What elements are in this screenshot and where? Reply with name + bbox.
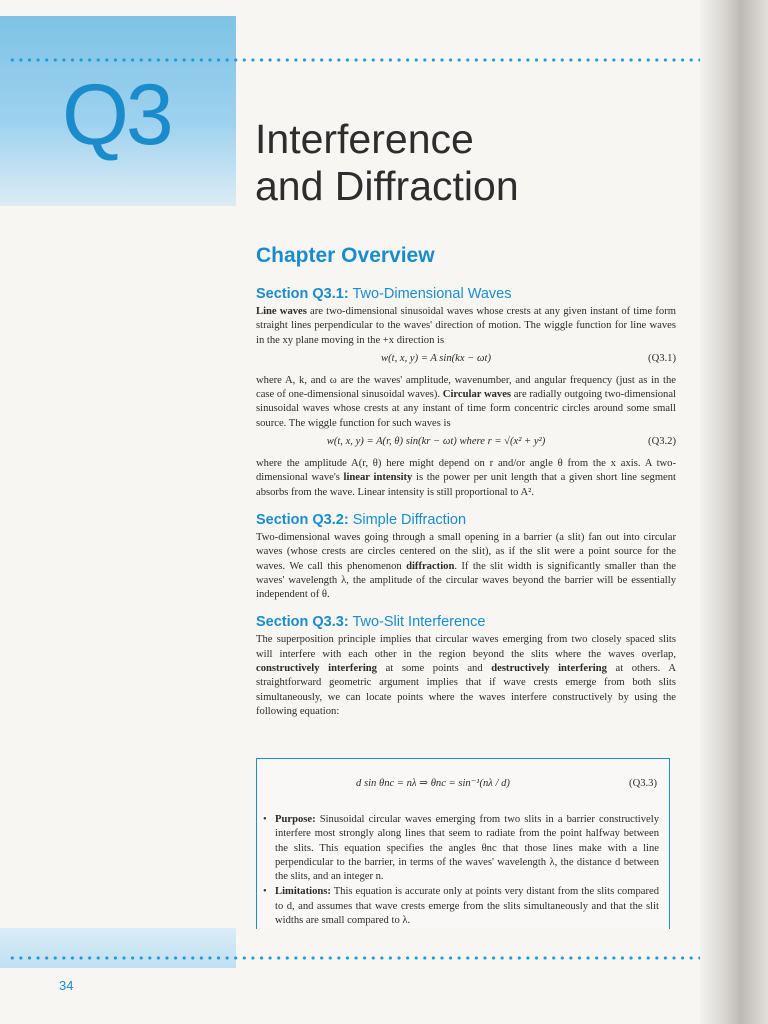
equation [256, 435, 676, 453]
equation-number: (Q3.1) [648, 352, 676, 364]
body-text: is the power per unit length that a given short line segment absorbs from the wave. Linear intensity is still proportional to A². [256, 472, 676, 498]
body-text: are two-dimensional sinusoidal waves whose crests at any given instant of time form straight lines perpendicular to the waves' direction of motion. The wiggle function for line waves in the xy plane moving in the +x direction is [256, 306, 676, 346]
section-heading [256, 286, 676, 302]
paragraph [256, 457, 676, 500]
term: Circular waves [442, 389, 512, 401]
equation-number: (Q3.2) [648, 436, 676, 448]
body-text: Two-dimensional waves going through a small opening in a barrier (a slit) fan out into circular waves (whose crests are circles centered on the slit), as if the slit were a point source for the waves. We call this phenomenon [256, 531, 676, 572]
equation [256, 352, 676, 370]
section-title: Two-Dimensional Waves [352, 286, 512, 302]
list-item [275, 885, 659, 928]
chapter-title [255, 116, 519, 210]
note-label: Purpose: [275, 814, 316, 825]
note-label: Limitations: [275, 886, 331, 898]
body-text: where A, k, and ω are the waves' amplitude, wavenumber, and angular frequency (just as in the case of one-dimensional sinusoidal waves). [256, 374, 676, 401]
footer-color-band [0, 928, 236, 968]
list-item [275, 813, 659, 884]
term: destructively interfering [491, 663, 607, 675]
section-title: Two-Slit Interference [352, 614, 486, 631]
body-text: at some points and [376, 663, 492, 675]
chapter-overview [256, 244, 676, 719]
term: Line waves [256, 306, 307, 317]
section-number: Section Q3.1: [256, 286, 349, 302]
chapter-title-line1: Interference [255, 116, 474, 162]
body-text: at others. A straightforward geometric argument implies that if wave crests emerge from both slits simultaneously, we can locate points where the waves interfere constructively by using the following equation: [256, 663, 676, 717]
equation [269, 777, 657, 799]
page-edge-shadow [700, 0, 768, 1024]
chapter-title-line2: and Diffraction [255, 163, 519, 209]
body-text: where the amplitude A(r, θ) here might depend on r and/or angle θ from the x axis. A two-dimensional wave's [256, 458, 676, 484]
equation-body: w(t, x, y) = A(r, θ) sin(kr − ωt) where r = √(x² + y²) [326, 436, 546, 448]
body-text: The superposition principle implies that circular waves emerging from two closely spaced slits will interfere with each other in the region beyond the slits where the waves overlap, [256, 634, 676, 660]
overview-heading: Chapter Overview [256, 244, 435, 267]
chapter-number: Q3 [62, 67, 171, 163]
term: linear intensity [343, 472, 413, 484]
bottom-dotted-rule [8, 955, 722, 961]
equation-number: (Q3.3) [629, 778, 657, 789]
equation-body: w(t, x, y) = A sin(kx − ωt) [381, 352, 491, 364]
paragraph [256, 531, 676, 602]
page-number: 34 [59, 978, 74, 993]
section-number: Section Q3.3: [256, 614, 349, 631]
term: diffraction [406, 560, 455, 572]
equation-body: d sin θnc = nλ ⇒ θnc = sin⁻¹(nλ / d) [356, 778, 510, 789]
section-number: Section Q3.2: [256, 511, 349, 528]
body-text: . If the slit width is significantly smaller than the waves' wavelength λ, the amplitude of the circular waves beyond the barrier will be essentially independent of θ. [256, 560, 676, 601]
term: constructively interfering [256, 663, 377, 675]
top-dotted-rule [8, 57, 722, 63]
equation-box [256, 758, 670, 929]
body-text: are radially outgoing two-dimensional sinusoidal waves whose crests at any instant of time form concentric circles around some small source. The wiggle function for such waves is [256, 389, 676, 429]
paragraph [256, 305, 676, 348]
paragraph [256, 633, 676, 719]
note-text: Sinusoidal circular waves emerging from two slits in a barrier constructively interfere most strongly along lines that seem to radiate from the point halfway between the slits. This equation specifies the angles θnc that those lines make with a line perpendicular to the barrier, in terms of the waves' wavelength λ, the distance d between the slits, and an integer n. [275, 814, 659, 883]
section-heading [256, 512, 676, 528]
equation-notes [257, 813, 669, 928]
section-heading [256, 614, 676, 630]
paragraph [256, 374, 676, 431]
note-text: This equation is accurate only at points very distant from the slits compared to d, and assumes that wave crests emerge from the slits simultaneously and that the slit widths are small compared to λ. [275, 886, 659, 927]
section-title: Simple Diffraction [352, 511, 467, 528]
